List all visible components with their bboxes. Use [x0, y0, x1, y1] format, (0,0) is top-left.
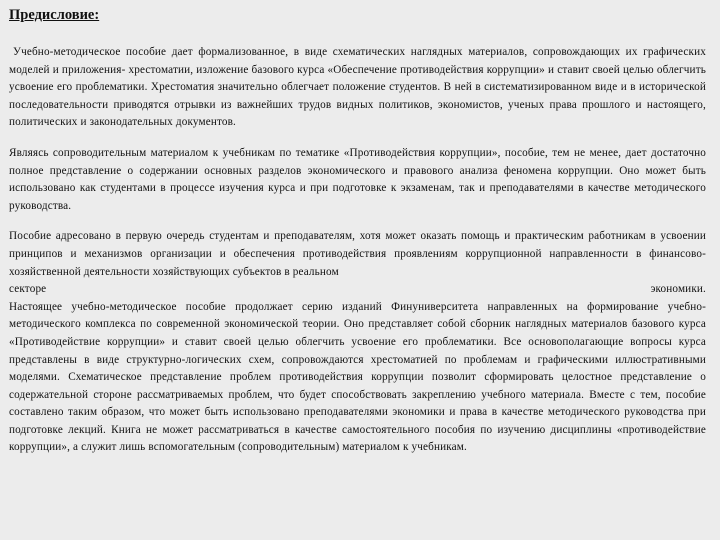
split-line-left: секторе [9, 283, 47, 296]
paragraph-gap [9, 132, 706, 145]
paragraph-intro: Учебно-методическое пособие дает формализованное, в виде схематических наглядных материалов, сопровождающих их графических моделей и приложения- хрестоматии, изложение базового курса «Обеспечение противодействия коррупции» и ставит своей целью облегчить усвоение его проблематики. Хрестоматия значительно облегчает положение студентов. В ней в систематизированном виде и в исторической последовательности приводятся отрывки из важнейших трудов видных политиков, экономистов, ученых права прошлого и настоящего, политических и законодательных документов. [9, 46, 706, 129]
paragraph-series: Настоящее учебно-методическое пособие продолжает серию изданий Финуниверситета направленных на формирование учебно-методического комплекса по современной экономической теории. Оно представляет собой сборник наглядных материалов базового курса «Противодействие коррупции» и ставит своей целью облегчить усвоение его проблематики. Все основополагающие вопросы курса представлены в виде структурно-логических схем, сопровождаются хрестоматией по проблемам и графическими иллюстративными моделями. Схематическое представление проблем противодействия коррупции позволит сформировать целостное представление о содержательной стороне рассматриваемых проблем, что будет способствовать закреплению учебного материала. Вместе с тем, пособие составлено таким образом, что может быть использовано преподавателями экономики и права в качестве методического руководства при подготовке лекций. Книга не может рассматриваться в качестве самостоятельного пособия по изучению дисциплины «противодействие коррупции», а служит лишь вспомогательным (сопроводительным) материалом к учебникам. [9, 300, 706, 454]
paragraph-gap [9, 215, 706, 228]
paragraph-audience: Пособие адресовано в первую очередь студентам и преподавателям, хотя может оказать помощь и практическим работникам в усвоении принципов и механизмов организации и обеспечения противодействия проявлениям коррупционной направленности в финансово-хозяйственной деятельности хозяйствующих субъектов в реальном [9, 230, 706, 278]
justified-line [9, 281, 706, 299]
paragraph-supplementary: Являясь сопроводительным материалом к учебникам по тематике «Противодействия коррупции», пособие, тем не менее, дает достаточно полное представление о содержании основных разделов экономического и правового анализа феномена коррупции. Оно может быть использовано как студентами в процессе изучения курса и при подготовке к экзаменам, так и преподавателями в качестве методического руководства. [9, 146, 706, 212]
split-line-right: экономики. [650, 283, 706, 296]
page-title: Предисловие: [9, 7, 100, 23]
